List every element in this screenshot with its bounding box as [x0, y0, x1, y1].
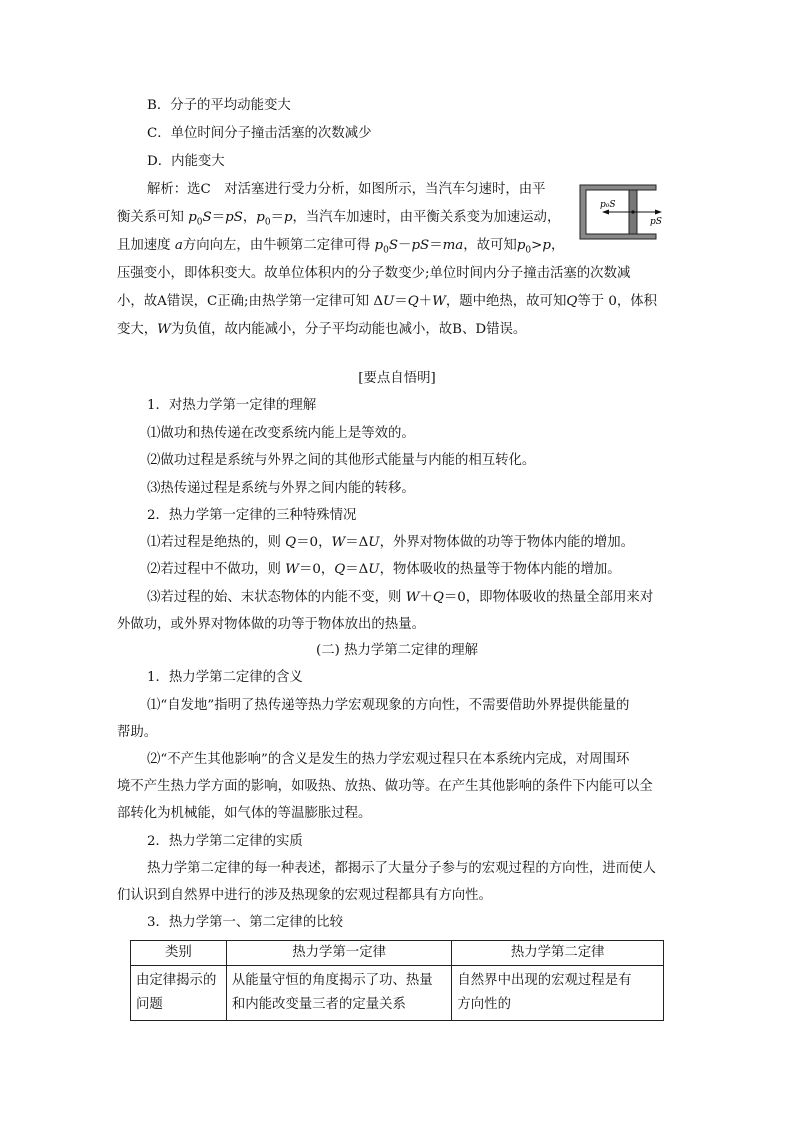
second-law-heading-3: 3．热力学第一、第二定律的比较 [147, 915, 343, 930]
second-law-p3b: 们认识到自然界中进行的涉及热现象的宏观过程都具有方向性。 [117, 888, 492, 903]
first-law-heading-2: 2．热力学第一定律的三种特殊情况 [147, 508, 357, 523]
header-first-law: 热力学第一定律 [226, 941, 452, 966]
force-origin-dot [631, 210, 634, 213]
first-law-case-3: ⑶若过程的始、末状态物体的内能不变，则 W＋Q＝0，即物体吸收的热量全部用来对 [147, 590, 654, 605]
second-law-p2a: ⑵“不产生其他影响”的含义是发生的热力学宏观过程只在本系统内完成，对周围环 [147, 752, 630, 767]
analysis-line-3: 且加速度 a方向向左，由牛顿第二定律可得 $p_0S-pS=ma$，故可知$p_0>p$， [117, 238, 565, 256]
force-arrow-left-head [602, 210, 609, 215]
cell-first-law: 从能量守恒的角度揭示了功、热量 和内能改变量三者的定量关系 [226, 966, 452, 1021]
second-law-title: (二) 热力学第二定律的理解 [315, 643, 478, 658]
force-arrow-right-head [655, 210, 662, 215]
first-law-case-3-cont: 外做功，或外界对物体做的功等于物体放出的热量。 [117, 617, 425, 632]
analysis-line-4: 压强变小，即体积变大。故单位体积内的分子数变少;单位时间内分子撞击活塞的次数减 [117, 266, 631, 281]
analysis-line-2: 衡关系可知 $p_0S=pS$，$p_0=p$，当汽车加速时，由平衡关系变为加速运动， [117, 210, 561, 228]
label-ps: pS [650, 217, 662, 227]
first-law-heading-1: 1．对热力学第一定律的理解 [147, 398, 317, 413]
second-law-p2b: 境不产生热力学方面的影响，如吸热、放热、做功等。在产生其他影响的条件下内能可以全 [117, 779, 653, 794]
label-p0s: p₀S [600, 200, 616, 210]
first-law-point-1: ⑴做功和热传递在改变系统内能上是等效的。 [147, 426, 415, 441]
analysis-line-1: 解析：选C 对活塞进行受力分析，如图所示，当汽车匀速时，由平 [147, 182, 546, 197]
first-law-point-3: ⑶热传递过程是系统与外界之间内能的转移。 [147, 481, 415, 496]
table-row [131, 966, 664, 1021]
second-law-p1a: ⑴“自发地”指明了热传递等热力学宏观现象的方向性，不需要借助外界提供能量的 [147, 698, 630, 713]
second-law-p2c: 部转化为机械能，如气体的等温膨胀过程。 [117, 806, 372, 821]
option-d: D．内能变大 [147, 154, 225, 169]
second-law-heading-1: 1．热力学第二定律的含义 [147, 670, 303, 685]
second-law-p1b: 帮助。 [117, 725, 158, 740]
first-law-point-2: ⑵做功过程是系统与外界之间的其他形式能量与内能的相互转化。 [147, 453, 536, 468]
table-header-row [131, 941, 664, 966]
cell-second-law: 自然界中出现的宏观过程是有 方向性的 [452, 966, 664, 1021]
second-law-heading-2: 2．热力学第二定律的实质 [147, 834, 303, 849]
comparison-table [130, 940, 664, 1021]
option-c: C．单位时间分子撞击活塞的次数减少 [147, 126, 372, 141]
piston-force-diagram [578, 183, 662, 241]
section-title: [要点自悟明] [358, 371, 436, 386]
option-b: B．分子的平均动能变大 [147, 98, 291, 113]
header-second-law: 热力学第二定律 [452, 941, 664, 966]
first-law-case-1: ⑴若过程是绝热的，则 Q＝0，W＝ΔU，外界对物体做的功等于物体内能的增加。 [147, 535, 635, 550]
second-law-p3a: 热力学第二定律的每一种表述，都揭示了大量分子参与的宏观过程的方向性，进而使人 [147, 861, 656, 876]
analysis-line-5: 小，故A错误，C正确;由热学第一定律可知 ΔU＝Q＋W，题中绝热，故可知Q等于 0，体积 [117, 294, 658, 309]
first-law-case-2: ⑵若过程中不做功，则 W＝0，Q＝ΔU，物体吸收的热量等于物体内能的增加。 [147, 562, 621, 577]
header-category: 类别 [131, 941, 227, 966]
analysis-line-6: 变大，W为负值，故内能减小，分子平均动能也减小，故B、D错误。 [117, 322, 527, 337]
cell-category: 由定律揭示的 问题 [131, 966, 227, 1021]
